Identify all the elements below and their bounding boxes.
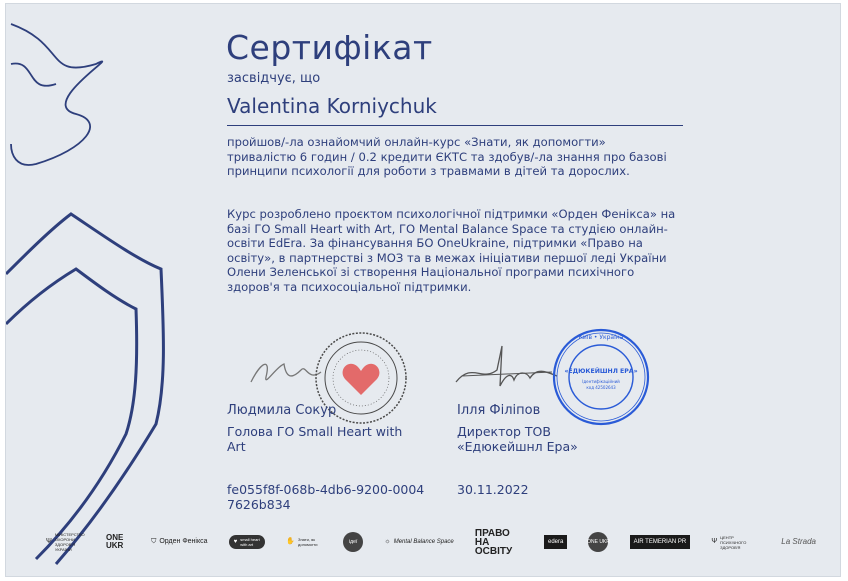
trident-icon: Ψ [711, 538, 718, 545]
partner-logo-air-temerian: AIR TEMERIAN PR [630, 535, 691, 549]
certificate-subtitle: засвідчує, що [227, 71, 321, 86]
right-company-stamp [551, 327, 651, 427]
signatory-role-left: Голова ГО Small Heart with Art [227, 424, 403, 454]
svg-text:Ідентифікаційний: Ідентифікаційний [582, 379, 620, 384]
stamp-center-title: «ЕДЮКЕЙШНЛ ЕРА» [564, 368, 638, 375]
svg-text:Київ • Україна: Київ • Україна [578, 334, 624, 341]
partner-logo-idei: ідеї [343, 532, 363, 552]
partner-logo-znaty: ✋ Знати, як допомогти [286, 537, 318, 547]
certificate [5, 3, 841, 577]
partner-logo-pravo-na-osvitu: ПРАВО НА ОСВІТУ [474, 527, 513, 557]
signatory-name-left: Людмила Сокур [227, 403, 337, 418]
partner-logo-small-heart: ♥ small heart with art [229, 535, 266, 549]
svg-text:код 42502643: код 42502643 [586, 385, 616, 390]
signatory-role-right: Директор ТОВ «Едюкейшнл Ера» [457, 424, 578, 454]
course-description-text: Курс розроблено проєктом психологічної підтримки «Орден Фенікса» на базі ГО Small Heart with Art, ГО Mental Balance Space та студією онлайн-освіти EdEra. За фінансування БО OneUkraine, підтримки «Право на освіту», в партнерстві з МОЗ та в межах ініціативи першої леді України Олени Зеленської зі створення Національної програми психічного здоров'я та психосоціальної підтримки. [227, 207, 676, 294]
certificate-id: fe055f8f-068b-4db6-9200-00047626b834 [227, 482, 425, 512]
recipient-underline [227, 125, 683, 126]
phoenix-icon: ⛉ [151, 538, 157, 545]
trident-icon: Ψ [46, 538, 52, 545]
heart-icon: ♥ [233, 539, 238, 545]
partner-logo-la-strada: La Strada [781, 537, 816, 546]
course-completion-text: пройшов/-ла ознайомчий онлайн-курс «Знати, як допомогти» тривалістю 6 годин / 0.2 кредити ЄКТС та здобув/-ла знання про базові принципи психології для роботи з травмами в дітей та дорослих. [227, 135, 667, 178]
signature-right [452, 342, 562, 392]
partner-logo-edera: edera [544, 535, 567, 549]
partner-logo-orden-feniksa: ⛉ Орден Фенікса [151, 538, 208, 545]
certificate-title: Сертифікат [226, 28, 433, 67]
hands-icon: ✋ [286, 538, 296, 545]
signatory-name-right: Ілля Філіпов [457, 403, 541, 418]
issue-date: 30.11.2022 [457, 482, 529, 497]
sun-icon: ☼ [384, 538, 391, 545]
partner-logo-mental-balance: ☼ Mental Balance Space [384, 538, 454, 545]
partner-logos-row [46, 528, 816, 556]
recipient-name: Valentina Korniychuk [227, 94, 437, 118]
partner-logo-moz: Ψ МІНІСТЕРСТВО ОХОРОНИ ЗДОРОВ'Я УКРАЇНИ [46, 532, 85, 552]
partner-logo-oneukr: ONE UKR [105, 533, 124, 550]
decorative-line-art [6, 4, 206, 577]
partner-logo-centre: Ψ ЦЕНТР ПСИХІЧНОГО ЗДОРОВ'Я [711, 534, 747, 550]
partner-logo-oneukr-round: ONE UKR [588, 532, 608, 552]
